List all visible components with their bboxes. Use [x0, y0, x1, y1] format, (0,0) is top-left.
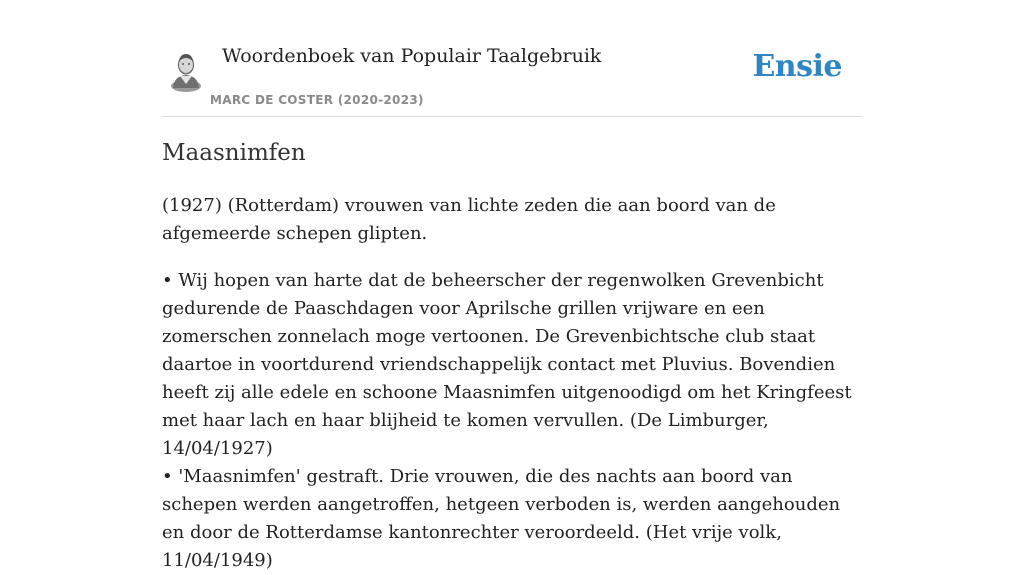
page: [162, 0, 862, 571]
author-name[interactable]: MARC DE COSTER (2020-2023): [210, 93, 424, 107]
brand-logo[interactable]: Ensie: [752, 49, 842, 84]
header: [162, 0, 862, 117]
author-portrait-icon: [168, 50, 204, 90]
example-quote: • 'Maasnimfen' gestraft. Drie vrouwen, die des nachts aan boord van schepen werden aangetroffen, hetgeen verboden is, werden aangehouden en door de Rotterdamse kantonrechter veroordeeld. (Het vrije volk, 11/04/1949): [162, 466, 841, 571]
book-title[interactable]: Woordenboek van Populair Taalgebruik: [222, 45, 602, 67]
example-quote: • Wij hopen van harte dat de beheerscher der regenwolken Grevenbicht gedurende de Paaschdagen voor Aprilsche grillen vrijware en een zomerschen zonnelach moge vertoonen. De Grevenbichtsche club staat daartoe in voortdurend vriendschappelijk contact met Pluvius. Bovendien heeft zij alle edele en schoone Maasnimfen uitgenoodigd om het Kringfeest met haar lach en haar blijheid te komen vervullen. (De Limburger, 14/04/1927): [162, 270, 852, 459]
entry-definition: (1927) (Rotterdam) vrouwen van lichte zeden die aan boord van de afgemeerde schepen glipten.: [162, 195, 776, 244]
entry-title: Maasnimfen: [162, 140, 306, 166]
entry-examples: [162, 267, 862, 575]
